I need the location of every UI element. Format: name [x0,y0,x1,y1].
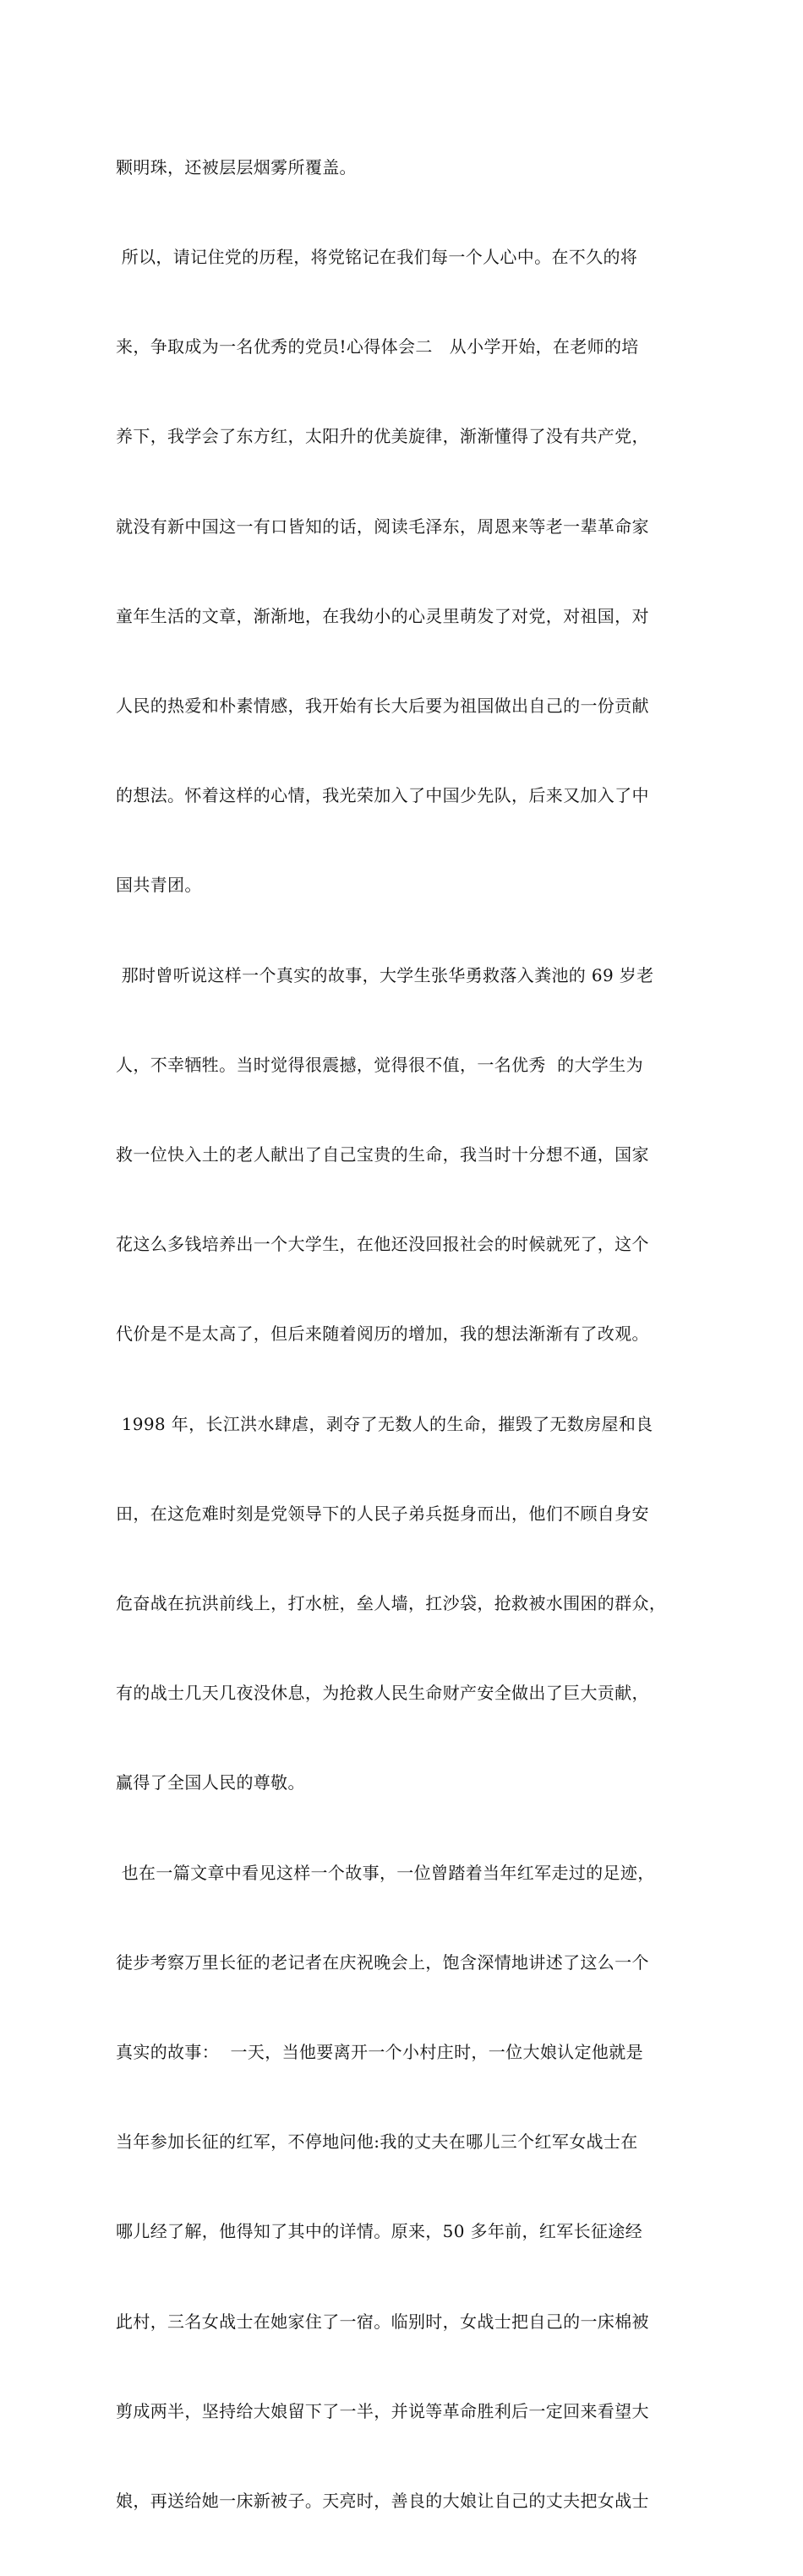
text-line: 就没有新中国这一有口皆知的话，阅读毛泽东，周恩来等老一辈革命家 [116,516,649,537]
text-line: 徒步考察万里长征的老记者在庆祝晚会上，饱含深情地讲述了这么一个 [116,1951,649,1973]
text-line: 有的战士几天几夜没休息，为抢救人民生命财产安全做出了巨大贡献， [116,1683,649,1704]
text-line: 当年参加长征的红军，不停地问他:我的丈夫在哪儿三个红军女战士在 [116,2131,638,2153]
text-line: 来，争取成为一名优秀的党员!心得体会二 从小学开始，在老师的培 [116,336,639,357]
text-line: 剪成两半，坚持给大娘留下了一半，并说等革命胜利后一定回来看望大 [116,2400,649,2421]
text-line: 那时曾听说这样一个真实的故事，大学生张华勇救落入粪池的 69 岁老 [116,964,654,985]
text-line: 所以，请记住党的历程，将党铭记在我们每一个人心中。在不久的将 [116,247,638,268]
text-line: 危奋战在抗洪前线上，打水桩，垒人墙，扛沙袋，抢救被水围困的群众， [116,1593,667,1614]
document-text [116,93,699,2576]
text-line: 哪儿经了解，他得知了其中的详情。原来，50 多年前，红军长征途经 [116,2221,643,2242]
text-line: 人，不幸牺牲。当时觉得很震撼，觉得很不值，一名优秀 的大学生为 [116,1054,643,1075]
text-line: 真实的故事： 一天，当他要离开一个小村庄时，一位大娘认定他就是 [116,2042,643,2063]
text-line: 花这么多钱培养出一个大学生，在他还没回报社会的时候就死了，这个 [116,1234,649,1255]
text-line: 救一位快入土的老人献出了自己宝贵的生命，我当时十分想不通，国家 [116,1144,649,1165]
text-line: 娘，再送给她一床新被子。天亮时，善良的大娘让自己的丈夫把女战士 [116,2491,649,2512]
text-line: 颗明珠，还被层层烟雾所覆盖。 [116,156,357,177]
text-line: 1998 年，长江洪水肆虐，剥夺了无数人的生命，摧毁了无数房屋和良 [116,1413,653,1434]
text-line: 赢得了全国人民的尊敬。 [116,1772,305,1793]
text-line: 此村，三名女战士在她家住了一宿。临别时，女战士把自己的一床棉被 [116,2311,649,2332]
text-line: 田，在这危难时刻是党领导下的人民子弟兵挺身而出，他们不顾自身安 [116,1503,649,1524]
text-line: 养下，我学会了东方红，太阳升的优美旋律，渐渐懂得了没有共产党， [116,426,649,447]
text-line: 也在一篇文章中看见这样一个故事，一位曾踏着当年红军走过的足迹， [116,1862,655,1883]
text-line: 的想法。怀着这样的心情，我光荣加入了中国少先队，后来又加入了中 [116,785,649,806]
text-line: 代价是不是太高了，但后来随着阅历的增加，我的想法渐渐有了改观。 [116,1323,649,1345]
text-line: 人民的热爱和朴素情感，我开始有长大后要为祖国做出自己的一份贡献 [116,696,649,717]
text-line: 国共青团。 [116,875,202,896]
text-line: 童年生活的文章，渐渐地，在我幼小的心灵里萌发了对党，对祖国，对 [116,605,649,626]
